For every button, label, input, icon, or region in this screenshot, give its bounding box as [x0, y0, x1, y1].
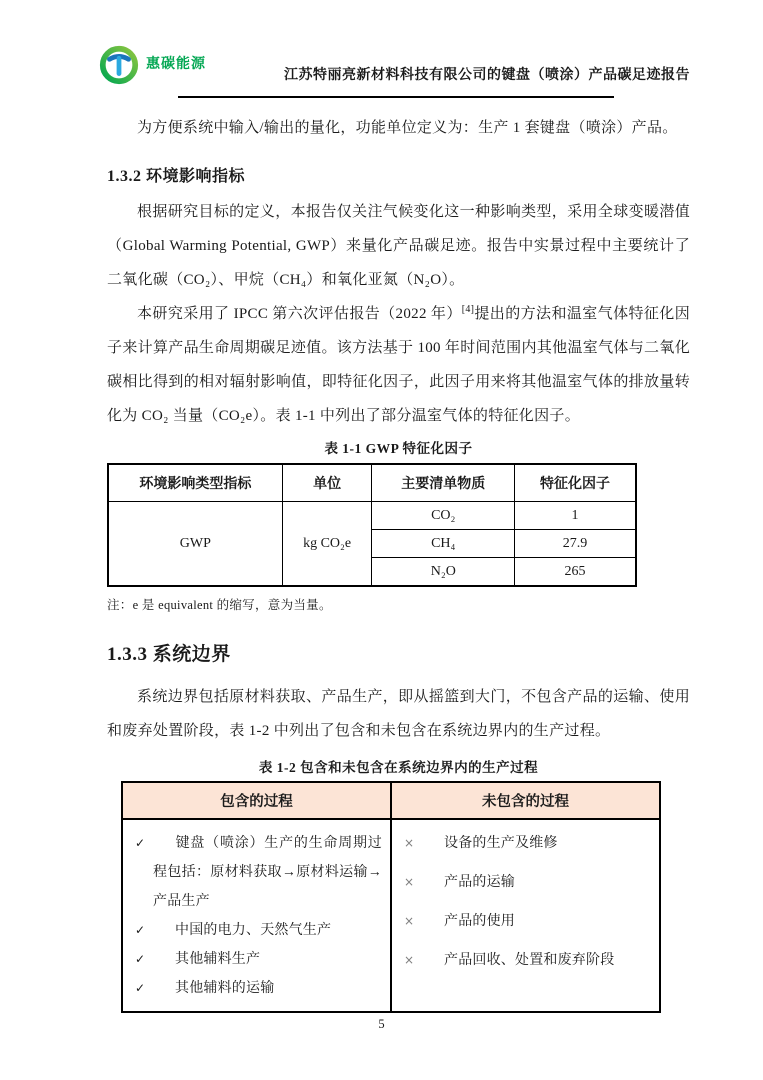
- excluded-processes-cell: [391, 819, 660, 1012]
- table-header-row: [108, 464, 636, 502]
- logo-wordmark: 惠碳能源: [146, 55, 206, 71]
- table-header-row: [122, 782, 660, 819]
- column-header: 包含的过程: [122, 782, 391, 819]
- column-header: 未包含的过程: [391, 782, 660, 819]
- ipcc-method-paragraph: [107, 297, 690, 433]
- section-heading-133: 1.3.3 系统边界: [107, 644, 231, 665]
- list-item-text: 中国的电力、天然气生产: [175, 923, 332, 938]
- unit-cell: kg CO₂e: [282, 502, 372, 587]
- paragraph-text: 本研究采用了 IPCC 第六次评估报告（2022 年）: [137, 306, 462, 322]
- cross-icon: ×: [404, 953, 415, 967]
- system-boundary-paragraph: 系统边界包括原材料获取、产品生产，即从摇篮到大门，不包含产品的运输、使用和废弃处置阶段，表 1-2 中列出了包含和未包含在系统边界内的生产过程。: [107, 689, 690, 739]
- table-row: [108, 502, 636, 530]
- factor-cell: 27.9: [515, 530, 636, 558]
- column-header: 环境影响类型指标: [108, 464, 282, 502]
- list-item: [131, 916, 382, 945]
- gwp-definition-paragraph: 根据研究目标的定义，本报告仅关注气候变化这一种影响类型，采用全球变暖潜值（Global Warming Potential, GWP）来量化产品碳足迹。报告中实景过程中主要统计了二氧化碳（CO₂）、甲烷（CH₄）和氧化亚氮（N₂O）。: [107, 204, 690, 288]
- paragraph-text: 提出的方法和温室气体特征化因子来计算产品生命周期碳足迹值。该方法基于 100 年时间范围内其他温室气体与二氧化碳相比得到的相对辐射影响值，即特征化因子，此因子用来将其他温室气体的排放量转化为 CO₂ 当量（CO₂e）。表 1-1 中列出了部分温室气体的特征化因子。: [107, 306, 690, 424]
- column-header: 特征化因子: [515, 464, 636, 502]
- table1-caption: 表 1-1 GWP 特征化因子: [324, 441, 473, 456]
- list-item-text: 设备的生产及维修: [444, 836, 558, 851]
- substance-cell: CH₄: [372, 530, 515, 558]
- logo-icon: [98, 44, 140, 86]
- company-logo: [98, 44, 206, 86]
- cross-icon: ×: [404, 914, 415, 928]
- list-item-text: 产品的使用: [444, 914, 515, 929]
- system-boundary-table: [121, 781, 661, 1013]
- functional-unit-paragraph: 为方便系统中输入/输出的量化，功能单位定义为：生产 1 套键盘（喷涂）产品。: [137, 120, 678, 136]
- list-item: [131, 974, 382, 1003]
- cross-icon: ×: [404, 836, 415, 850]
- table1-note: 注：e 是 equivalent 的缩写，意为当量。: [107, 598, 332, 612]
- check-icon: ✓: [135, 836, 146, 850]
- column-header: 单位: [282, 464, 372, 502]
- page-content: [0, 111, 763, 1013]
- list-item: [131, 945, 382, 974]
- check-icon: ✓: [135, 923, 146, 937]
- cross-icon: ×: [404, 875, 415, 889]
- list-item: [400, 829, 651, 858]
- table-row: [122, 819, 660, 1012]
- list-item: [400, 868, 651, 897]
- section-heading-132: 1.3.2 环境影响指标: [107, 168, 246, 185]
- list-item-text: 键盘（喷涂）生产的生命周期过程包括：原材料获取→原材料运输→产品生产: [153, 836, 382, 909]
- included-processes-cell: [122, 819, 391, 1012]
- document-title: 江苏特丽亮新材料科技有限公司的键盘（喷涂）产品碳足迹报告: [284, 68, 690, 83]
- list-item: [400, 946, 651, 975]
- page-number: 5: [378, 1017, 385, 1031]
- gwp-factors-table: [107, 463, 637, 587]
- check-icon: ✓: [135, 952, 146, 966]
- check-icon: ✓: [135, 981, 146, 995]
- list-item-text: 产品回收、处置和废弃阶段: [444, 953, 615, 968]
- citation-superscript: [4]: [461, 304, 475, 315]
- list-item-text: 其他辅料的运输: [175, 981, 275, 996]
- column-header: 主要清单物质: [372, 464, 515, 502]
- table2-caption: 表 1-2 包含和未包含在系统边界内的生产过程: [258, 760, 539, 775]
- list-item: [400, 907, 651, 936]
- page-header: [0, 0, 763, 98]
- list-item-text: 其他辅料生产: [175, 952, 261, 967]
- substance-cell: N₂O: [372, 558, 515, 587]
- list-item-text: 产品的运输: [444, 875, 515, 890]
- header-divider: [178, 96, 614, 98]
- factor-cell: 265: [515, 558, 636, 587]
- factor-cell: 1: [515, 502, 636, 530]
- list-item: [131, 829, 382, 916]
- substance-cell: CO₂: [372, 502, 515, 530]
- indicator-cell: GWP: [108, 502, 282, 587]
